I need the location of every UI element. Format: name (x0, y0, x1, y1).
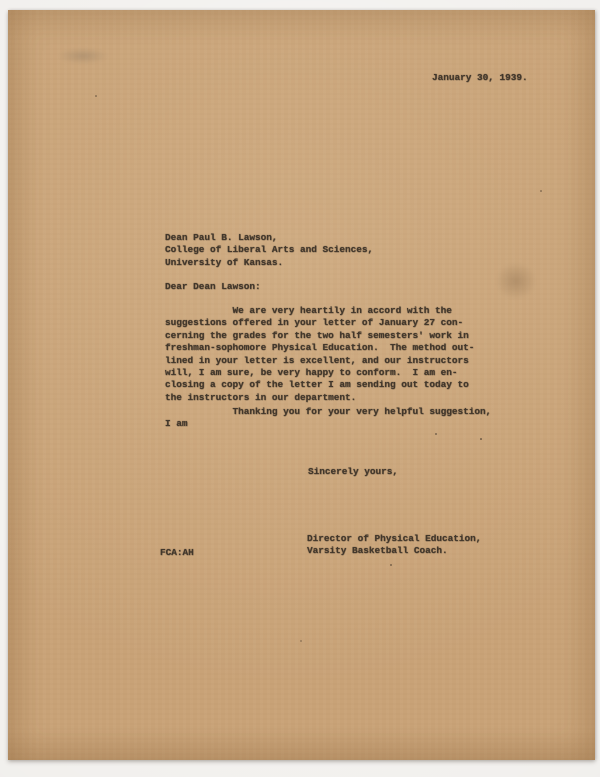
signature-block (307, 533, 481, 558)
paper-speck (540, 190, 542, 192)
paper-speck (390, 564, 392, 566)
valediction: Sincerely yours, (308, 466, 399, 477)
recipient-address (165, 232, 373, 269)
body-line: lined in your letter is excellent, and our instructors (165, 354, 469, 366)
recipient-line: Dean Paul B. Lawson, (165, 232, 278, 243)
closing-lines (165, 406, 491, 431)
body-line: suggestions offered in your letter of January 27 con- (165, 317, 464, 329)
paper-speck (95, 95, 97, 97)
body-line: closing a copy of the letter I am sending out today to (165, 379, 469, 391)
recipient-line: College of Liberal Arts and Sciences, (165, 244, 374, 256)
salutation: Dear Dean Lawson: (165, 281, 261, 292)
body-line: the instructors in our department. (165, 391, 357, 403)
reference-initials: FCA:AH (160, 547, 194, 558)
signature-line: Varsity Basketball Coach. (307, 545, 448, 557)
recipient-line: University of Kansas. (165, 256, 284, 268)
paper-smudge (58, 48, 108, 64)
signature-line: Director of Physical Education, (307, 533, 482, 544)
body-line: will, I am sure, be very happy to conform. I am en- (165, 367, 458, 379)
body-line: We are very heartily in accord with the (165, 305, 452, 316)
ink-offset-smudge (495, 262, 537, 300)
body-line: cerning the grades for the two half semesters' work in (165, 329, 469, 341)
paper-speck (480, 438, 482, 440)
letter-body (165, 305, 474, 404)
paper-speck (435, 433, 437, 435)
closing-line: I am (165, 418, 188, 430)
closing-line: Thanking you for your very helpful suggestion, (165, 406, 492, 417)
body-line: freshman-sophomore Physical Education. The method out- (165, 342, 475, 354)
letter-paper (8, 10, 595, 760)
letter-date: January 30, 1939. (432, 72, 528, 83)
paper-speck (300, 640, 302, 642)
